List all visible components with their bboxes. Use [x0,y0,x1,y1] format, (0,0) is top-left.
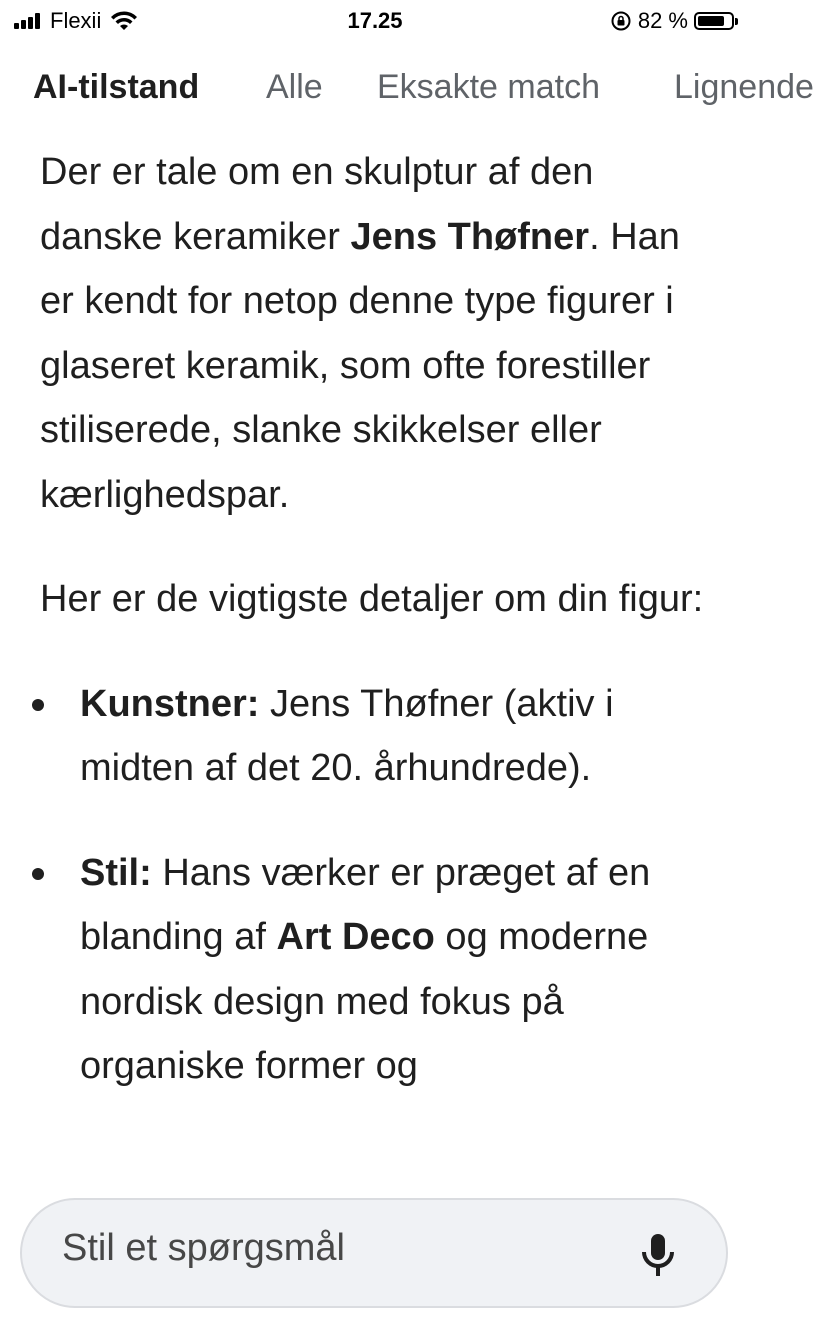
status-bar [0,0,750,40]
details-intro: Her er de vigtigste detaljer om din figur: [40,578,704,620]
tab-similar[interactable]: Lignende [674,68,814,106]
carrier-name: Flexii [50,8,102,33]
rotation-lock-icon [610,10,632,32]
bullet-text: Hans værker er præget af en blanding af [80,851,651,958]
status-right [610,8,734,34]
status-time: 17.25 [347,8,403,33]
list-item [40,672,720,801]
intro-text: Der er tale om en skulptur af den danske keramiker [40,151,594,258]
intro-text-continued: . Han er kendt for netop denne type figurer i glaseret keramik, som ofte forestiller stiliserede, slanke skikkelser eller kærlighedspar. [40,215,680,516]
ask-input-bar[interactable] [20,1198,728,1308]
tab-all[interactable]: Alle [266,68,323,106]
tab-exact-matches[interactable]: Eksakte match [377,68,600,106]
bullet-text: Jens Thøfner (aktiv i midten af det 20. århundrede). [80,682,614,789]
battery-icon [694,12,734,30]
bullet-label: Stil: [80,851,152,894]
ai-response [40,140,720,1175]
ask-input-placeholder[interactable]: Stil et spørgsmål [62,1227,345,1269]
intro-paragraph [40,140,720,527]
search-tabs [0,62,814,116]
bullet-label: Kunstner: [80,682,260,725]
battery-percentage: 82 % [637,8,688,33]
list-item [40,841,720,1099]
tab-ai-mode[interactable]: AI-tilstand [33,68,200,106]
bullet-text-continued: og moderne nordisk design med fokus på organiske former og [80,916,649,1087]
battery-fill [698,16,724,26]
details-list [40,672,720,1099]
bullet-bold: Art Deco [276,916,435,958]
artist-name: Jens Thøfner [350,215,590,258]
microphone-icon[interactable] [638,1232,678,1278]
